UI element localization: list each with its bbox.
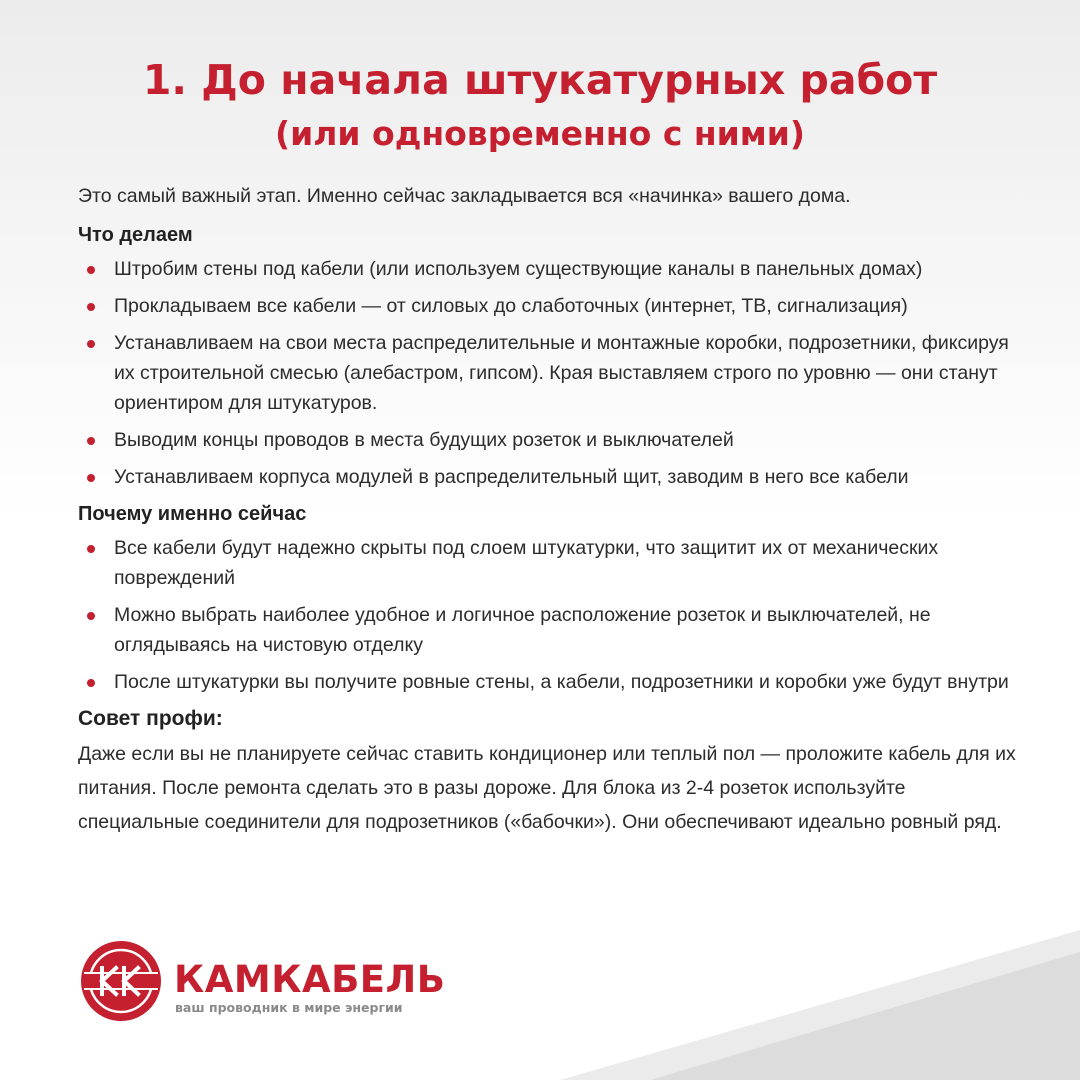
bullet-dot-icon <box>87 612 95 620</box>
company-logo <box>80 940 500 1024</box>
list-item <box>78 667 1018 697</box>
intro-text: Это самый важный этап. Именно сейчас закладывается вся «начинка» вашего дома. <box>78 185 851 207</box>
list-item-text: Штробим стены под кабели (или используем существующие каналы в панельных домах) <box>114 258 923 280</box>
bullet-dot-icon <box>87 340 95 348</box>
list-item-text: Все кабели будут надежно скрыты под слоем штукатурки, что защитит их от механических повреждений <box>114 537 939 589</box>
list-item <box>78 291 1018 321</box>
list-item <box>78 600 1018 660</box>
why-list <box>78 533 1018 697</box>
bullet-dot-icon <box>87 437 95 445</box>
logo-name: КАМКАБЕЛЬ <box>174 958 446 1001</box>
list-item <box>78 462 1018 492</box>
bullet-dot-icon <box>87 545 95 553</box>
list-item-text: Устанавливаем на свои места распределительные и монтажные коробки, подрозетники, фиксируя их строительной смесью (алебастром, гипсом). Края выставляем строго по уровню — они станут ориентиром для штукатуров. <box>114 332 1009 414</box>
list-item <box>78 533 1018 593</box>
what-list <box>78 254 1018 492</box>
list-item <box>78 254 1018 284</box>
list-item-text: Прокладываем все кабели — от силовых до слаботочных (интернет, ТВ, сигнализация) <box>114 295 908 317</box>
list-item-text: Можно выбрать наиболее удобное и логичное расположение розеток и выключателей, не оглядываясь на чистовую отделку <box>114 604 931 656</box>
list-item-text: После штукатурки вы получите ровные стены, а кабели, подрозетники и коробки уже будут внутри <box>114 671 1009 693</box>
bullet-dot-icon <box>87 679 95 687</box>
title-line-2: (или одновременно с ними) <box>275 114 805 153</box>
tip-heading: Совет профи: <box>78 707 223 730</box>
list-item <box>78 425 1018 455</box>
list-item-text: Устанавливаем корпуса модулей в распределительный щит, заводим в него все кабели <box>114 466 909 488</box>
bullet-dot-icon <box>87 474 95 482</box>
section-heading-what: Что делаем <box>78 224 193 246</box>
bullet-dot-icon <box>87 266 95 274</box>
logo-tagline: ваш проводник в мире энергии <box>175 1000 403 1015</box>
list-item <box>78 328 1018 418</box>
list-item-text: Выводим концы проводов в места будущих розеток и выключателей <box>114 429 734 451</box>
title-line-1: 1. До начала штукатурных работ <box>142 56 938 104</box>
main-content <box>78 181 1018 839</box>
section-heading-why: Почему именно сейчас <box>78 503 307 525</box>
page-title <box>0 52 1080 160</box>
tip-text: Даже если вы не планируете сейчас ставить кондиционер или теплый пол — проложите кабель для их питания. После ремонта сделать это в разы дороже. Для блока из 2-4 розеток используйте специальные соединители для подрозетников («бабочки»). Они обеспечивают идеально ровный ряд. <box>78 743 1016 833</box>
bullet-dot-icon <box>87 303 95 311</box>
kamkabel-logo-icon <box>80 940 162 1022</box>
